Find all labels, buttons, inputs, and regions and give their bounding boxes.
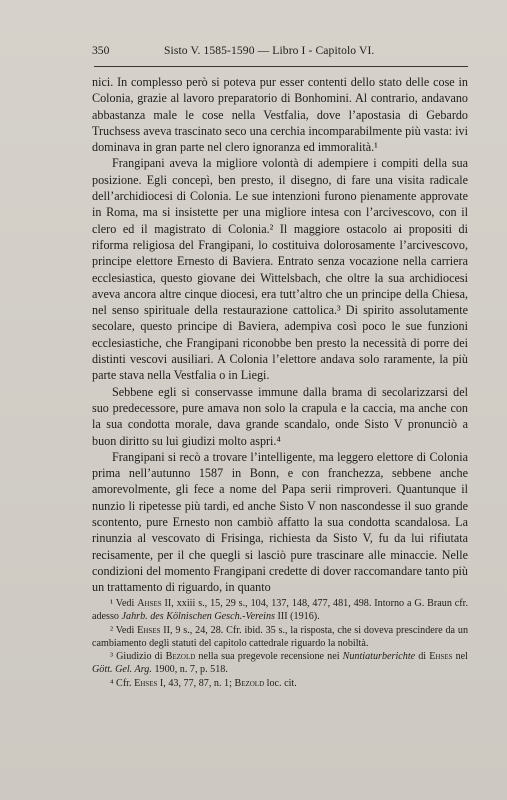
footnote-1: ¹ Vedi Ahses II, xxiii s., 15, 29 s., 104, 137, 148, 477, 481, 498. Intorno a G. Braun cfr. adesso Jahrb. des Kölnischen Gesch.-Vereins III (1916). [92, 598, 468, 623]
footnotes [92, 597, 468, 690]
paragraph-4: Frangipani si recò a trovare l’intelligente, ma leggero elettore di Colonia prima nell’autunno 1587 in Bonn, e con franchezza, sebbene anche amorevolmente, gli fece a nome del Papa serii rimproveri. Quantunque il nunzio li ripetesse più tardi, ed anche Sisto V non nascondesse il suo grande scontento, pure Ernesto non cambiò affatto la sua condotta scandalosa. La rinunzia al vescovato di Frisinga, richiesta da Sisto V, fu da lui rifiutata recisamente, per il che quegli si lasciò pure trascinare alle minaccie. Nelle condizioni del momento Frangipani credette di dover raccomandare tanto più un trattamento di riguardo, in quanto [92, 449, 468, 595]
paragraph-2: Frangipani aveva la migliore volontà di adempiere i compiti della sua posizione. Egli concepì, ben presto, il disegno, di fare una visita radicale dell’archidiocesi di Colonia. Le sue intenzioni furono pienamente approvate in Roma, ma si insistette per una migliore intesa con l’arcivescovo, con il clero ed il magistrato di Colonia.² Il maggiore ostacolo ai propositi di riforma religiosa del Frangipani, lo costituiva dolorosamente l’arcivescovo, principe elettore Ernesto di Baviera. Entrato senza vocazione nella carriera ecclesiastica, questo giovane dei Wittelsbach, che oltre la sua archidiocesi aveva ancora altre cinque diocesi, era tutt’altro che un principe della Chiesa, nel senso spirituale della restaurazione cattolica.³ Di spirito assolutamente secolare, questo principe di Baviera, adempiva così poco le sue funzioni ecclesiastiche, che Frangipani riconobbe ben presto la necessità di porre dei distinti vescovi ausiliari. A Colonia l’elettore andava solo raramente, la più parte stava nella Vestfalia o in Liegi. [92, 156, 468, 383]
footnote-3: ³ Giudizio di Bezold nella sua pregevole recensione nei Nuntiaturberichte di Ehses nel Gött. Gel. Arg. 1900, n. 7, p. 518. [92, 651, 468, 676]
running-title: Sisto V. 1585-1590 — Libro I - Capitolo VI. [164, 44, 375, 57]
paragraph-1: nici. In complesso però si poteva pur esser contenti dello stato delle cose in Colonia, grazie al lavoro preparatorio di Bonhomini. Al contrario, andavano abbastanza male le cose nella Vestfalia, dove l’apostasia di Gebardo Truchsess aveva trascinato seco una cerchia incomparabilmente più vasta: ivi dominava in gran parte nel clero ignoranza ed immoralità.¹ [92, 75, 468, 155]
header-rule [94, 66, 468, 67]
paragraph-3: Sebbene egli si conservasse immune dalla brama di secolarizzarsi del suo predecessore, pure amava non solo la crapula e la caccia, ma anche con la sua condotta morale, dava grande scandalo, onde Sisto V pronunciò a buon diritto su lui giudizi molto aspri.⁴ [92, 384, 468, 448]
page-number: 350 [92, 44, 110, 57]
main-text [92, 74, 468, 596]
footnote-4: ⁴ Cfr. Ehses I, 43, 77, 87, n. 1; Bezold loc. cit. [110, 677, 297, 689]
footnote-2: ² Vedi Ehses II, 9 s., 24, 28. Cfr. ibid. 35 s., la risposta, che si doveva prescindere da un cambiamento degli statuti del capitolo cattedrale riguardo la nobiltà. [92, 624, 469, 649]
